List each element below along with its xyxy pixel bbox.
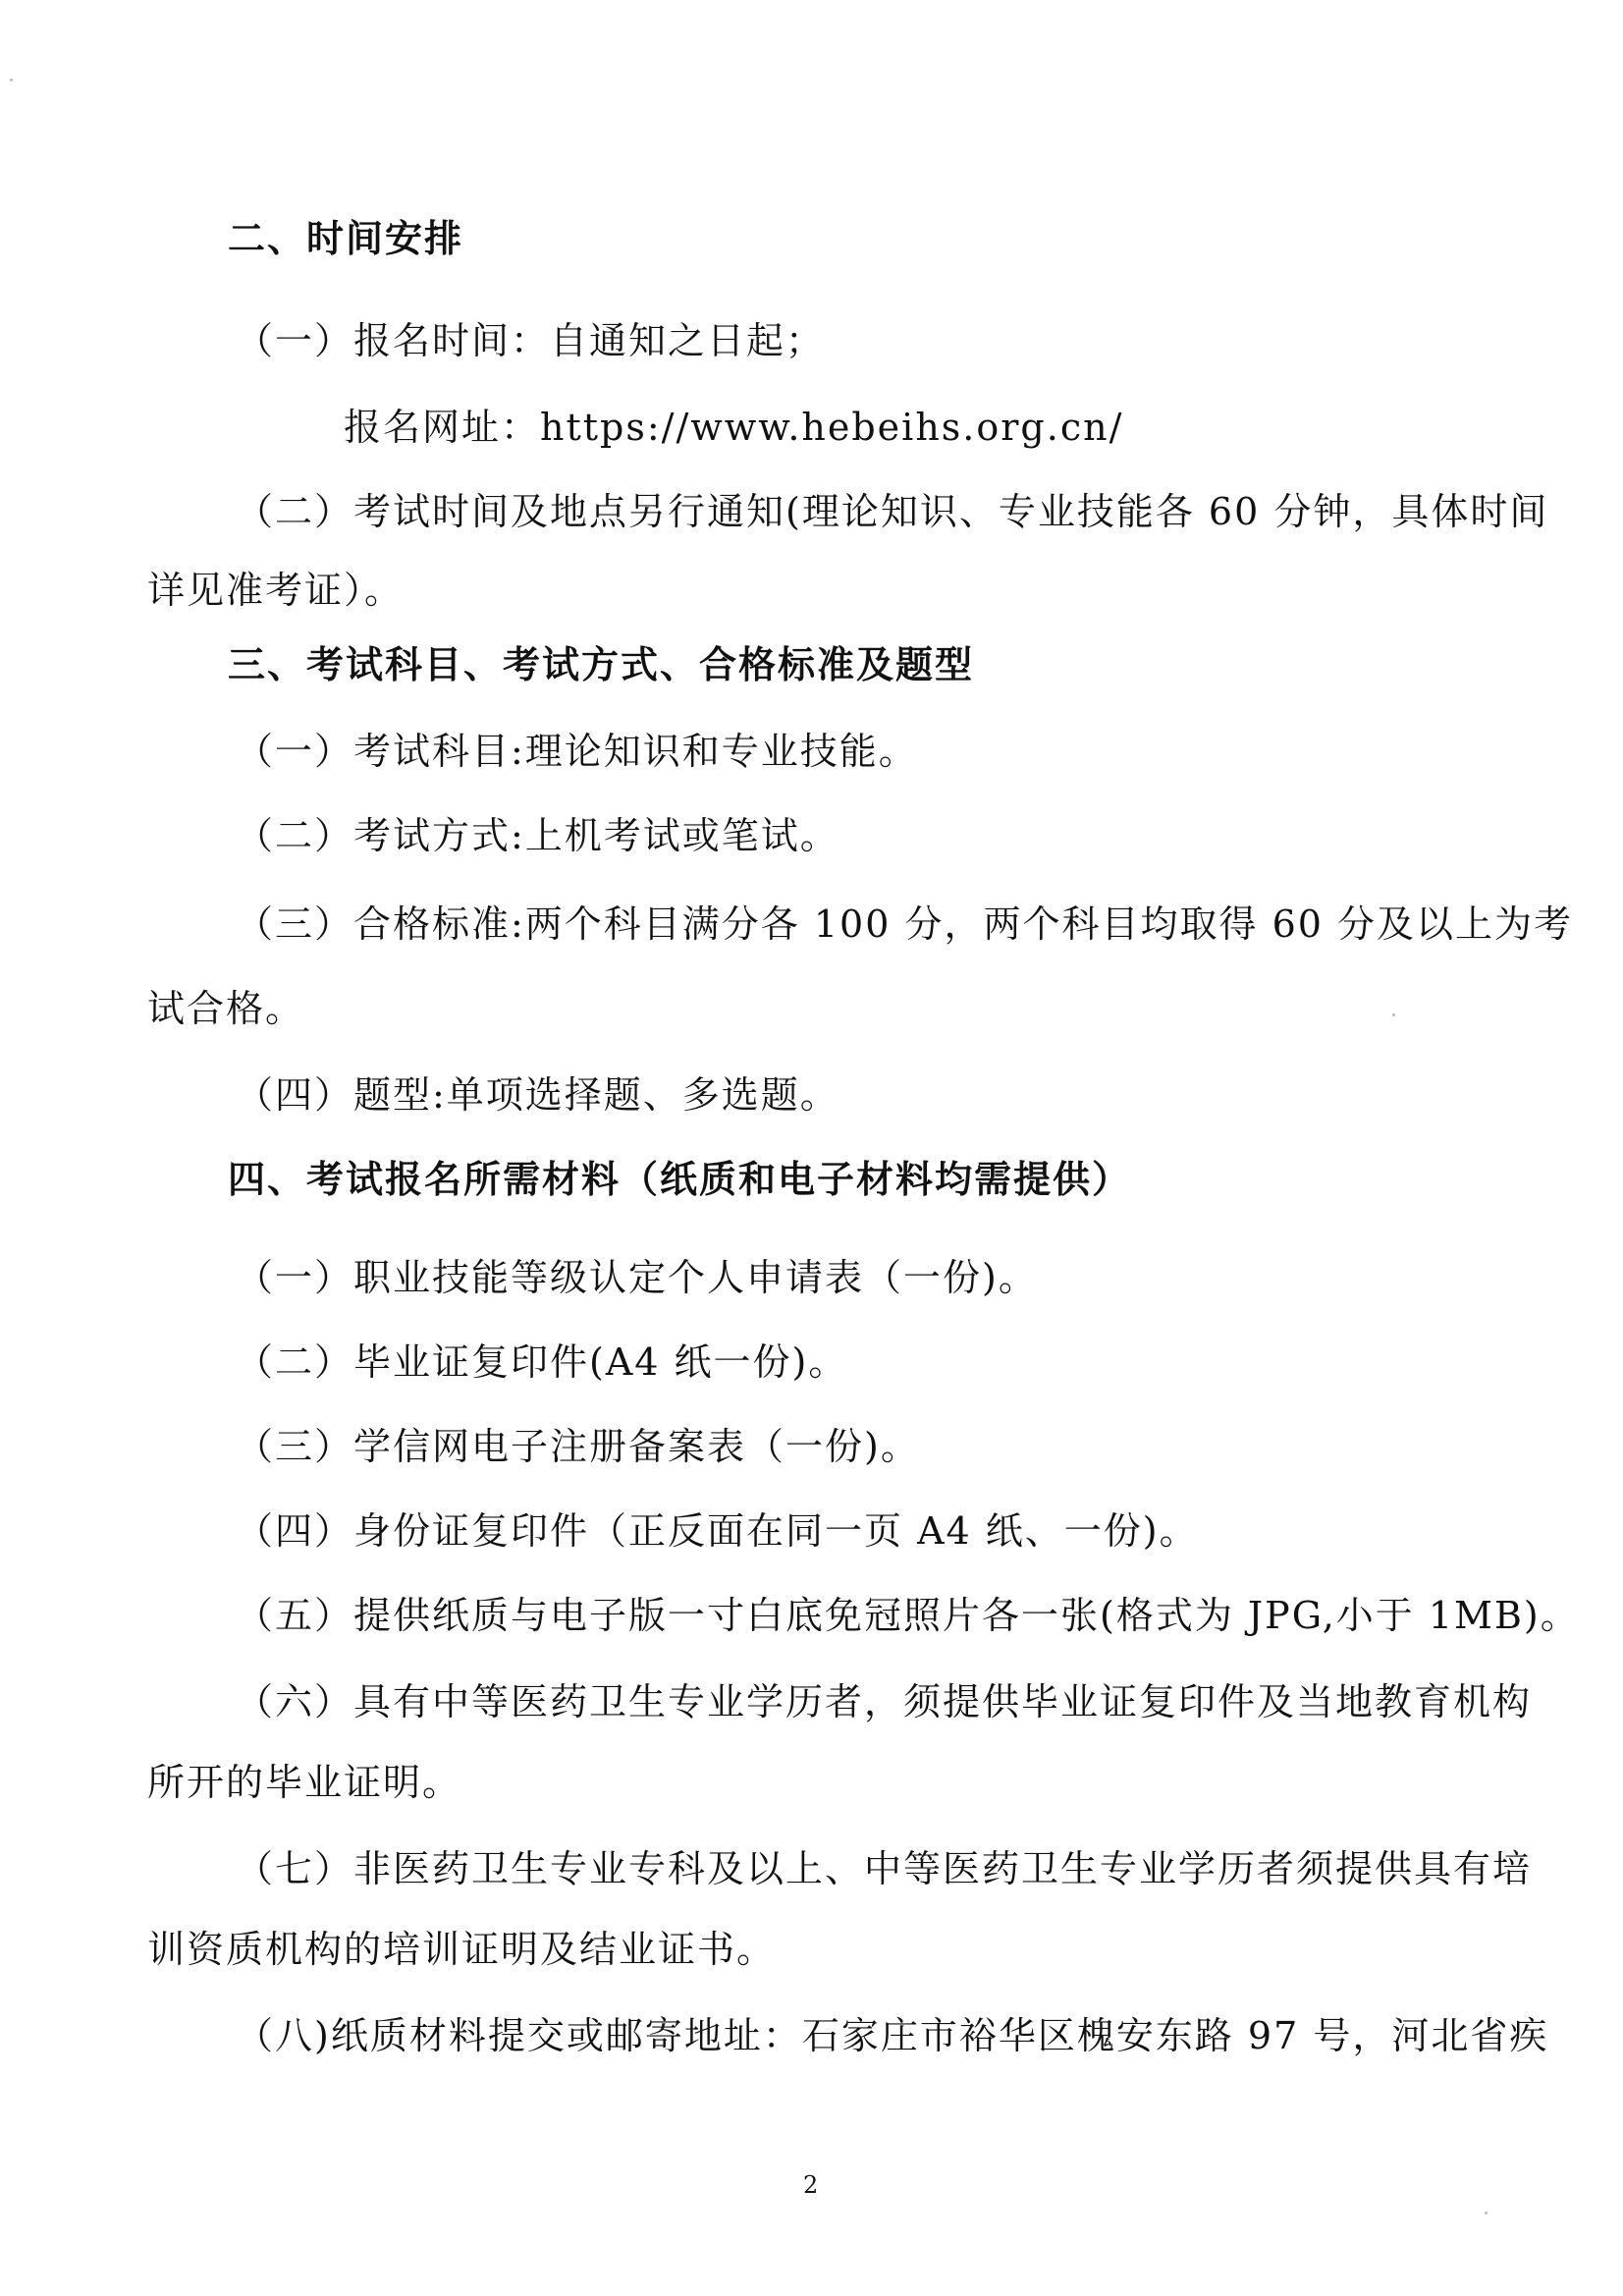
section-heading-schedule: 二、时间安排 bbox=[228, 217, 464, 260]
scan-speck bbox=[1392, 1013, 1395, 1016]
exam-time-note-cont: 详见准考证）。 bbox=[147, 569, 405, 612]
material-item-7-cont: 训资质机构的培训证明及结业证书。 bbox=[147, 1928, 777, 1971]
exam-subjects: （一）考试科目:理论知识和专业技能。 bbox=[236, 730, 918, 773]
pass-standard: （三）合格标准:两个科目满分各 100 分，两个科目均取得 60 分及以上为考 bbox=[236, 902, 1574, 946]
material-item-8: （八)纸质材料提交或邮寄地址：石家庄市裕华区槐安东路 97 号，河北省疾 bbox=[236, 2014, 1549, 2057]
material-item-6: （六）具有中等医药卫生专业学历者，须提供毕业证复印件及当地教育机构 bbox=[236, 1680, 1533, 1723]
material-item-7: （七）非医药卫生专业专科及以上、中等医药卫生专业学历者须提供具有培 bbox=[236, 1847, 1533, 1890]
scan-speck bbox=[1485, 2212, 1488, 2214]
section-heading-exam: 三、考试科目、考试方式、合格标准及题型 bbox=[228, 643, 975, 686]
pass-standard-cont: 试合格。 bbox=[147, 987, 305, 1030]
registration-url: 报名网址：https://www.hebeihs.org.cn/ bbox=[344, 406, 1124, 449]
material-item-6-cont: 所开的毕业证明。 bbox=[147, 1761, 462, 1804]
scan-speck bbox=[10, 79, 13, 82]
material-item-4: （四）身份证复印件（正反面在同一页 A4 纸、一份)。 bbox=[236, 1509, 1199, 1553]
material-item-5: （五）提供纸质与电子版一寸白底免冠照片各一张(格式为 JPG,小于 1MB)。 bbox=[236, 1594, 1580, 1637]
page-number: 2 bbox=[803, 2171, 819, 2199]
question-types: （四）题型:单项选择题、多选题。 bbox=[236, 1073, 839, 1117]
registration-time: （一）报名时间：自通知之日起； bbox=[236, 319, 826, 362]
material-item-2: （二）毕业证复印件(A4 纸一份)。 bbox=[236, 1340, 848, 1384]
section-heading-materials: 四、考试报名所需材料（纸质和电子材料均需提供） bbox=[228, 1158, 1132, 1201]
exam-time-note: （二）考试时间及地点另行通知(理论知识、专业技能各 60 分钟，具体时间 bbox=[236, 490, 1549, 533]
exam-method: （二）考试方式:上机考试或笔试。 bbox=[236, 814, 839, 857]
material-item-3: （三）学信网电子注册备案表（一份)。 bbox=[236, 1425, 920, 1468]
material-item-1: （一）职业技能等级认定个人申请表（一份)。 bbox=[236, 1256, 1038, 1299]
